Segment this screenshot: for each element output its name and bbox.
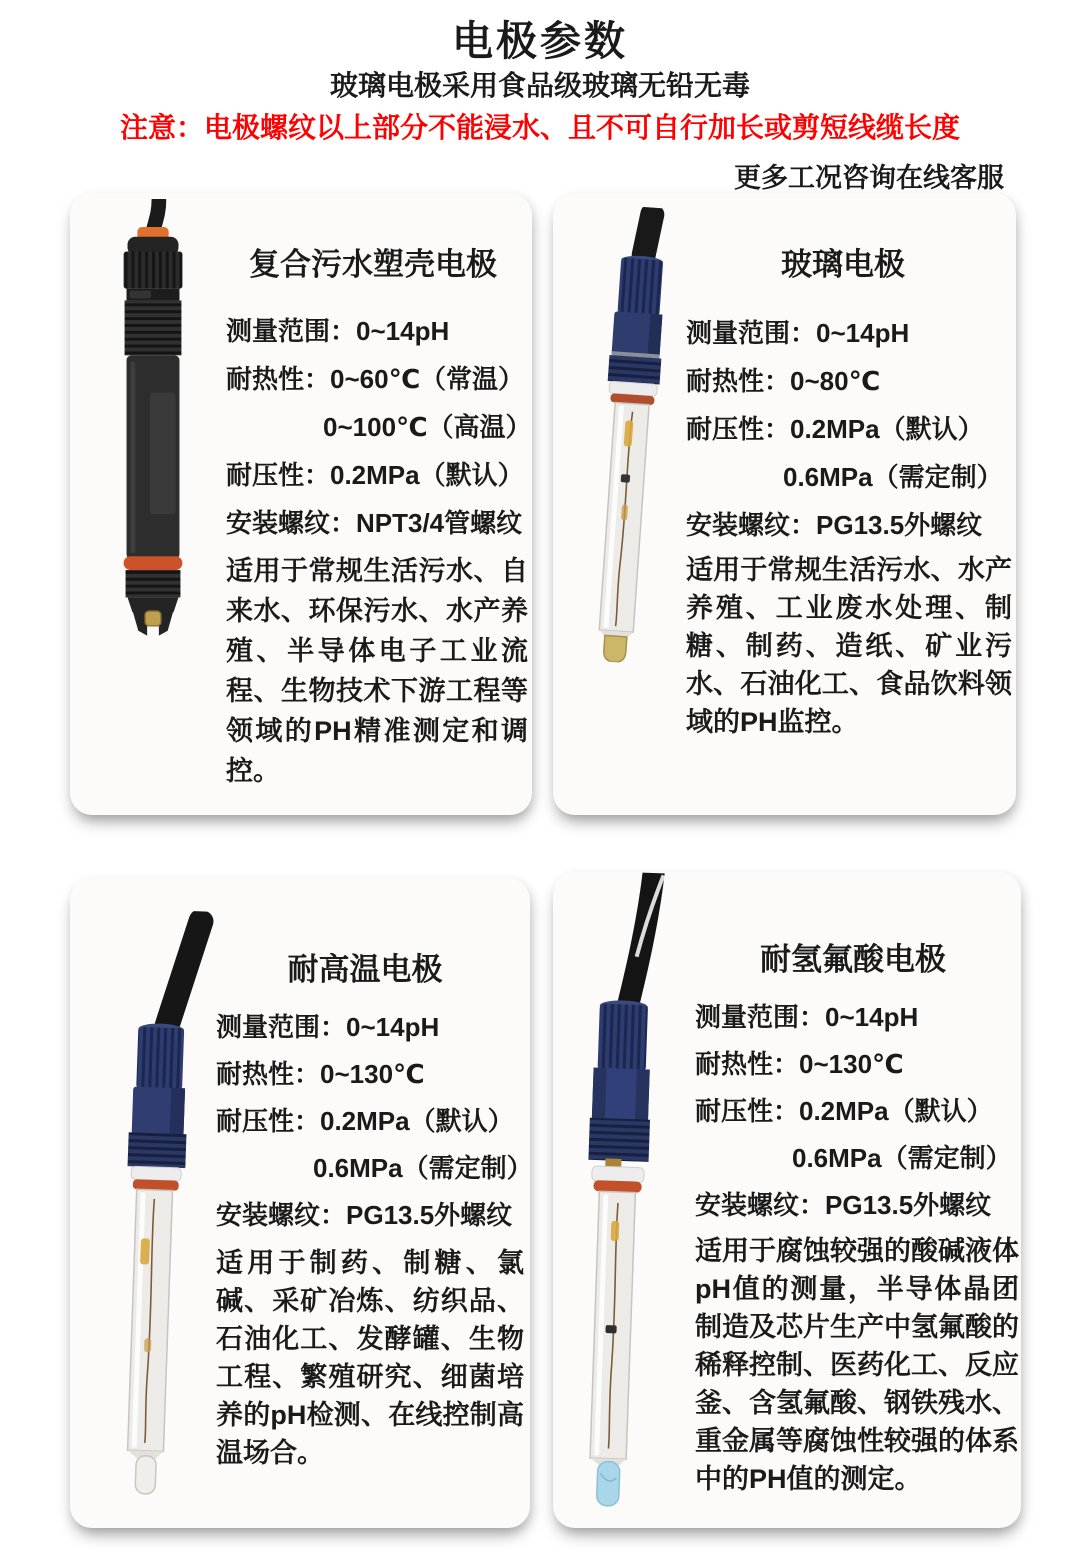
- card-description: 适用于腐蚀较强的酸碱液体pH值的测量，半导体晶团制造及芯片生产中氢氟酸的稀释控制、医药化工、反应釜、含氢氟酸、钢铁残水、重金属等腐蚀性较强的体系中的PH值的测定。: [695, 1236, 1019, 1494]
- spec-thread: 安装螺纹：NPT3/4管螺纹: [226, 508, 523, 538]
- card-glass-electrode: [553, 193, 1016, 815]
- high-temperature-electrode-image: [98, 908, 214, 1499]
- glass-electrode-image: [568, 204, 692, 665]
- card-title: 耐高温电极: [287, 952, 443, 987]
- spec-list: [216, 1004, 533, 1239]
- spec-thread: 安装螺纹：PG13.5外螺纹: [695, 1190, 992, 1220]
- spec-pressure-resistance-2: 0.6MPa（需定制）: [783, 462, 1003, 492]
- spec-heat-resistance: 耐热性：0~130℃: [695, 1049, 904, 1079]
- spec-pressure-resistance-2: 0.6MPa（需定制）: [792, 1143, 1012, 1173]
- card-title: 复合污水塑壳电极: [249, 247, 497, 282]
- hf-acid-electrode-image: [564, 871, 688, 1516]
- spec-list: [686, 309, 1003, 549]
- spec-pressure-resistance: 耐压性：0.2MPa（默认）: [686, 414, 984, 444]
- spec-thread: 安装螺纹：PG13.5外螺纹: [686, 510, 983, 540]
- card-title: 耐氢氟酸电极: [760, 942, 946, 977]
- spec-pressure-resistance: 耐压性：0.2MPa（默认）: [695, 1096, 993, 1126]
- spec-thread: 安装螺纹：PG13.5外螺纹: [216, 1200, 513, 1230]
- service-note: 更多工况咨询在线客服: [734, 163, 1004, 193]
- card-description: 适用于制药、制糖、氯碱、采矿冶炼、纺织品、石油化工、发酵罐、生物工程、繁殖研究、细菌培养的pH检测、在线控制高温场合。: [216, 1248, 524, 1468]
- card-high-temperature-electrode: [70, 878, 533, 1528]
- spec-list: [226, 307, 532, 547]
- card-hf-acid-electrode: [553, 872, 1021, 1528]
- spec-pressure-resistance: 耐压性：0.2MPa（默认）: [226, 460, 524, 490]
- spec-heat-resistance: 耐热性：0~60℃（常温）: [226, 364, 525, 394]
- card-composite-sewage-electrode: [70, 193, 532, 815]
- card-description: 适用于常规生活污水、水产养殖、工业废水处理、制糖、制药、造纸、矿业污水、石油化工、食品饮料领域的PH监控。: [686, 555, 1012, 737]
- spec-list: [695, 994, 1012, 1229]
- spec-heat-resistance: 耐热性：0~80℃: [686, 366, 881, 396]
- spec-heat-resistance-2: 0~100℃（高温）: [323, 412, 532, 442]
- card-description: 适用于常规生活污水、自来水、环保污水、水产养殖、半导体电子工业流程、生物技术下游工程等领域的PH精准测定和调控。: [226, 556, 528, 786]
- spec-pressure-resistance: 耐压性：0.2MPa（默认）: [216, 1106, 514, 1136]
- spec-measure-range: 测量范围：0~14pH: [216, 1012, 440, 1042]
- page-title: 电极参数: [452, 18, 628, 64]
- page-subtitle: 玻璃电极采用食品级玻璃无铅无毒: [329, 70, 750, 101]
- spec-measure-range: 测量范围：0~14pH: [226, 316, 450, 346]
- spec-heat-resistance: 耐热性：0~130℃: [216, 1059, 425, 1089]
- spec-measure-range: 测量范围：0~14pH: [686, 318, 910, 348]
- card-title: 玻璃电极: [781, 247, 905, 282]
- composite-sewage-electrode-image: [104, 199, 202, 643]
- spec-pressure-resistance-2: 0.6MPa（需定制）: [313, 1153, 533, 1183]
- warning-note: 注意：电极螺纹以上部分不能浸水、且不可自行加长或剪短线缆长度: [119, 112, 960, 143]
- spec-measure-range: 测量范围：0~14pH: [695, 1002, 919, 1032]
